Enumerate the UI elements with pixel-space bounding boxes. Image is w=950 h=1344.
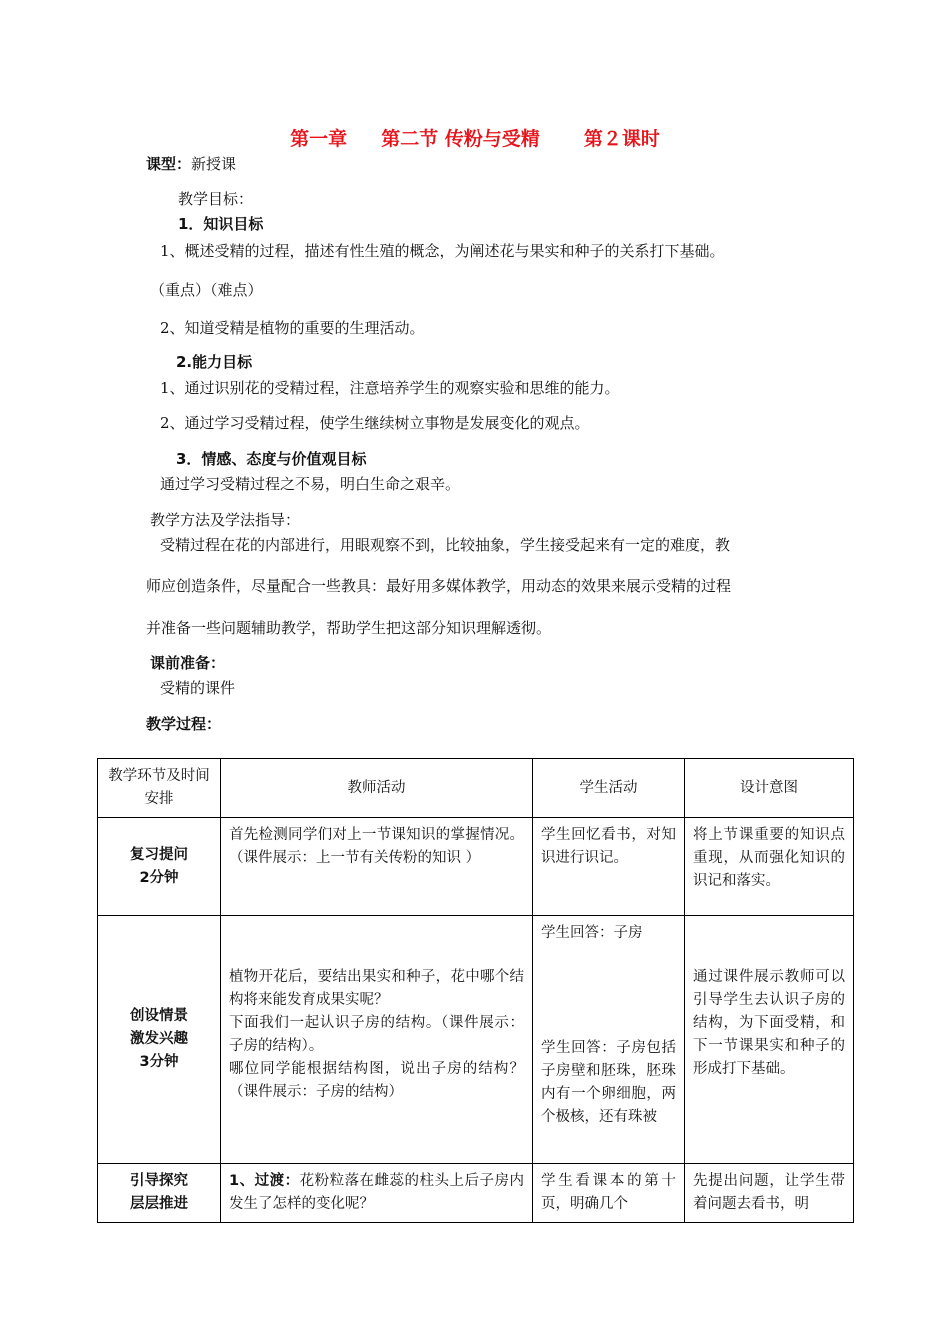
prep-item: 受精的课件 (160, 679, 236, 697)
intent-cell: 通过课件展示教师可以引导学生去认识子房的结构，为下面受精，和下一节课果实和种子的形成打下基础。 (685, 916, 854, 1164)
knowledge-heading: 1．知识目标 (178, 215, 264, 233)
ability-item-1: 1、通过识别花的受精过程，注意培养学生的观察实验和思维的能力。 (160, 379, 620, 397)
teacher-cell: 1、过渡：花粉粒落在雌蕊的柱头上后子房内发生了怎样的变化呢？ (221, 1164, 533, 1223)
title-chapter: 第一章 (290, 128, 348, 150)
header-student: 学生活动 (533, 759, 685, 818)
student-cell: 学生回忆看书，对知识进行识记。 (533, 818, 685, 916)
intent-cell: 将上节课重要的知识点重现，从而强化知识的识记和落实。 (685, 818, 854, 916)
header-stage: 教学环节及时间安排 (98, 759, 221, 818)
method-paragraph-line-3: 并准备一些问题辅助教学，帮助学生把这部分知识理解透彻。 (146, 619, 552, 637)
teacher-cell: 首先检测同学们对上一节课知识的掌握情况。（课件展示：上一节有关传粉的知识 ） (221, 818, 533, 916)
title-section: 第二节 传粉与受精 (381, 128, 540, 150)
lesson-process-table (97, 758, 854, 1223)
knowledge-item-1: 1、概述受精的过程，描述有性生殖的概念，为阐述花与果实和种子的关系打下基础。 (160, 242, 725, 260)
intent-cell: 先提出问题，让学生带着问题去看书，明 (685, 1164, 854, 1223)
knowledge-item-2: 2、知道受精是植物的重要的生理活动。 (160, 319, 425, 337)
method-paragraph-line-2: 师应创造条件，尽量配合一些教具：最好用多媒体教学，用动态的效果来展示受精的过程 (146, 577, 732, 595)
method-paragraph-line-1: 受精过程在花的内部进行，用眼观察不到，比较抽象，学生接受起来有一定的难度，教 (160, 536, 731, 554)
title-period: 第２课时 (583, 128, 660, 150)
table-row (98, 818, 854, 916)
ability-item-2: 2、通过学习受精过程，使学生继续树立事物是发展变化的观点。 (160, 414, 590, 432)
header-intent: 设计意图 (685, 759, 854, 818)
process-heading: 教学过程： (146, 715, 222, 733)
key-points: （重点）（难点） (150, 281, 263, 299)
teacher-cell: 植物开花后，要结出果实和种子，花中哪个结构将来能发育成果实呢？ 下面我们一起认识子房的结构。（课件展示：子房的结构）。 哪位同学能根据结构图，说出子房的结构？（课件展示：子房的结构） (221, 916, 533, 1164)
page-title (0, 124, 950, 151)
emotion-heading: 3．情感、态度与价值观目标 (176, 450, 367, 468)
student-cell: 学生看课本的第十页，明确几个 (533, 1164, 685, 1223)
stage-cell: 引导探究 层层推进 (98, 1164, 221, 1223)
emotion-item-1: 通过学习受精过程之不易，明白生命之艰辛。 (160, 475, 461, 493)
objectives-heading: 教学目标： (178, 190, 254, 208)
ability-heading: 2.能力目标 (176, 353, 253, 371)
stage-cell: 复习提问 2分钟 (98, 818, 221, 916)
stage-cell: 创设情景 激发兴趣 3分钟 (98, 916, 221, 1164)
table-row (98, 916, 854, 1164)
student-cell: 学生回答：子房 学生回答：子房包括子房壁和胚珠，胚珠内有一个卵细胞，两个极核，还有珠被 (533, 916, 685, 1164)
table-header-row (98, 759, 854, 818)
method-heading: 教学方法及学法指导： (150, 511, 301, 529)
table-row (98, 1164, 854, 1223)
header-teacher: 教师活动 (221, 759, 533, 818)
lesson-type: 课型：新授课 (146, 155, 237, 173)
prep-heading: 课前准备： (150, 654, 226, 672)
